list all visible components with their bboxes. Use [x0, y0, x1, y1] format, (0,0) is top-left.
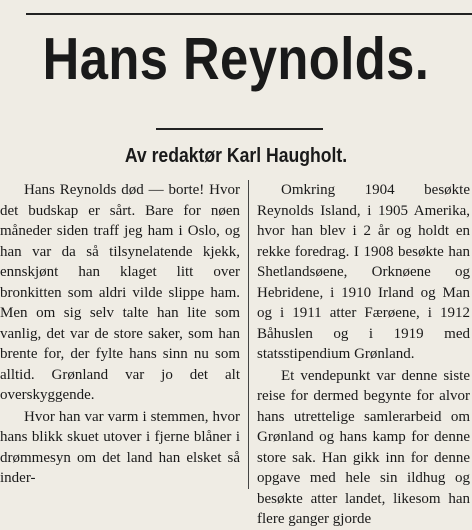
top-rule: [26, 13, 472, 15]
left-column: [0, 180, 240, 489]
paragraph: Omkring 1904 besøkte Reynolds Island, i 1905 Amerika, hvor han blev i 2 år og holdt en rekke foredrag. I 1908 besøkte han Shetlandsøene, Orknøene og Hebridene, i 1910 Irland og Man og i 1911 atter Færøene, i 1912 Båhuslen og i 1919 med statsstipendium Grønland.: [257, 182, 470, 362]
right-column: [257, 180, 470, 530]
paragraph: Et vendepunkt var denne siste reise for dermed begynte for alvor hans utrettelige samlerarbeid om Grønland og hans kamp for denne store sak. Han gikk inn for denne opgave med hele sin ildhug og besøkte atter landet, likesom han flere ganger gjorde: [257, 367, 470, 527]
headline: Hans Reynolds.: [42, 26, 430, 92]
paragraph: Hans Reynolds død — borte! Hvor det budskap er sårt. Bare for nøen måneder siden traff jeg ham i Oslo, og han var da så tilsynelatende kjekk, ennskjønt han klaget litt over bronkitten som aldri vilde slippe ham. Men om sig selv talte han lite som vanlig, det var de store saker, som han brente for, der fylte hans sinn nu som alltid. Grønland var jo det alt overskyggende.: [0, 182, 240, 403]
column-rule: [248, 180, 249, 489]
paragraph: Hvor han var varm i stemmen, hvor hans blikk skuet utover i fjerne blåner i drømmesyn om det land han elsket så inder-: [0, 408, 240, 486]
headline-rule: [156, 128, 323, 130]
byline: Av redaktør Karl Haugholt.: [124, 145, 348, 167]
